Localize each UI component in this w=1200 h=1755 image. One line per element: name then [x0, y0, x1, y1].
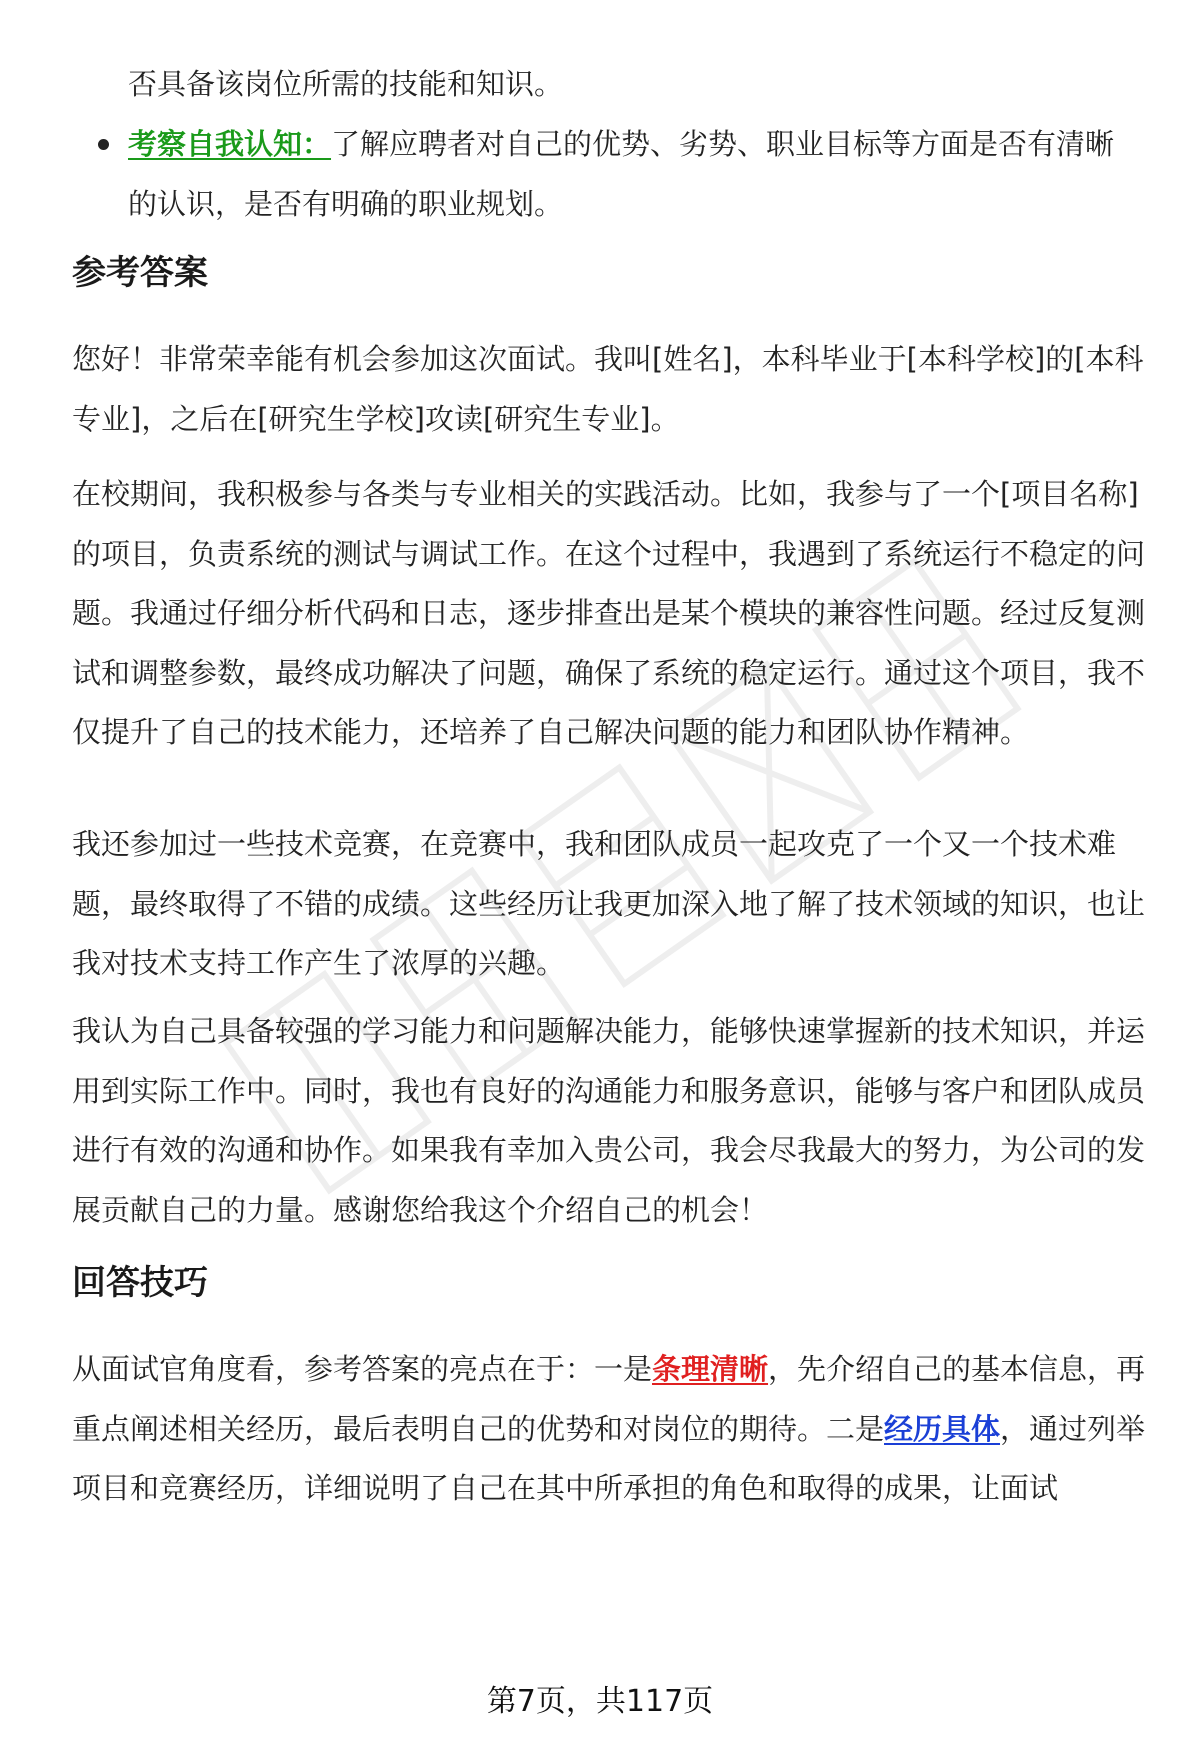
tips-paragraph: [72, 1340, 1162, 1519]
answer-paragraph-2: 在校期间，我积极参与各类与专业相关的实践活动。比如，我参与了一个[项目名称]的项目，负责系统的测试与调试工作。在这个过程中，我遇到了系统运行不稳定的问题。我通过仔细分析代码和日志，逐步排查出是某个模块的兼容性问题。经过反复测试和调整参数，最终成功解决了问题，确保了系统的稳定运行。通过这个项目，我不仅提升了自己的技术能力，还培养了自己解决问题的能力和团队协作精神。: [72, 477, 1146, 749]
highlight-specific-experience: 经历具体: [884, 1411, 1001, 1446]
tips-text-part3: ，通过列举项目和竞赛经历，详细说明了自己在其中所承担的角色和取得的成果，让面试: [72, 1411, 1146, 1505]
bullet-body-line2: 的认识，是否有明确的职业规划。: [128, 187, 564, 221]
bullet-text: [128, 114, 1138, 234]
answer-paragraph-1: 您好！非常荣幸能有机会参加这次面试。我叫[姓名]，本科毕业于[本科学校]的[本科专业]，之后在[研究生学校]攻读[研究生专业]。: [72, 342, 1144, 436]
bullet-label: 考察自我认知：: [128, 127, 332, 161]
tips-text-part2: ，先介绍自己的基本信息，再重点阐述相关经历，最后表明自己的优势和对岗位的期待。二是: [72, 1352, 1146, 1446]
bullet-body-line1: 了解应聘者对自己的优势、劣势、职业目标等方面是否有清晰: [331, 127, 1115, 161]
answer-paragraph-4: 我认为自己具备较强的学习能力和问题解决能力，能够快速掌握新的技术知识，并运用到实际工作中。同时，我也有良好的沟通能力和服务意识，能够与客户和团队成员进行有效的沟通和协作。如果我有幸加入贵公司，我会尽我最大的努力，为公司的发展贡献自己的力量。感谢您给我这个介绍自己的机会！: [72, 1014, 1146, 1227]
heading-answer-tips: 回答技巧: [72, 1263, 208, 1303]
bullet-dot-icon: [98, 139, 109, 150]
heading-reference-answer: 参考答案: [72, 253, 208, 293]
continuation-text: 否具备该岗位所需的技能和知识。: [128, 67, 564, 101]
page-number-footer: 第7页，共117页: [486, 1684, 714, 1719]
tips-text-part1: 从面试官角度看，参考答案的亮点在于：一是: [72, 1352, 653, 1386]
highlight-clear-structure: 条理清晰: [652, 1352, 769, 1386]
answer-paragraph-3: 我还参加过一些技术竞赛，在竞赛中，我和团队成员一起攻克了一个又一个技术难题，最终取得了不错的成绩。这些经历让我更加深入地了解了技术领域的知识，也让我对技术支持工作产生了浓厚的兴趣。: [72, 827, 1146, 980]
